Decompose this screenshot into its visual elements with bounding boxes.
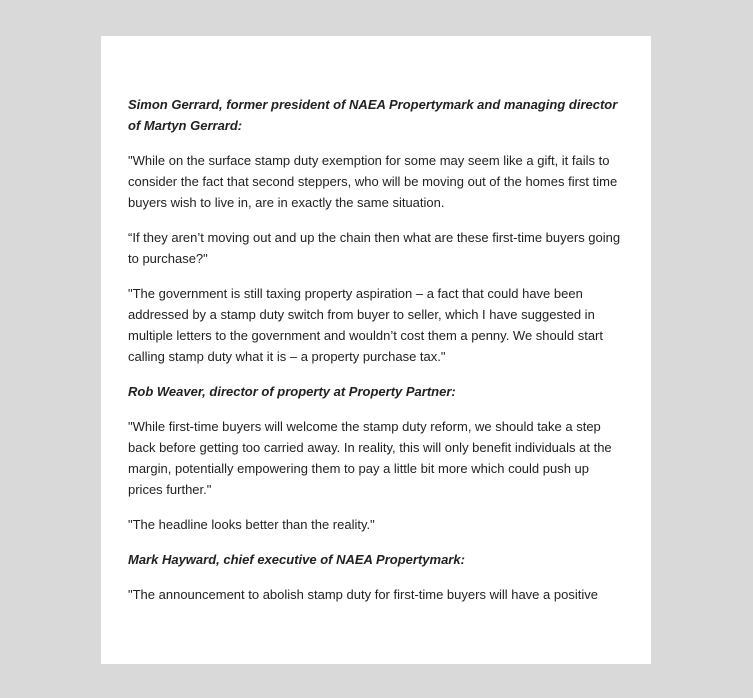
quote-paragraph: "While on the surface stamp duty exemption for some may seem like a gift, it fails to consider the fact that second steppers, who will be moving out of the homes first time buyers wish to live in, are in exactly the same situation.: [128, 153, 618, 210]
speaker-simon-gerrard: Simon Gerrard, former president of NAEA Propertymark and managing director of Martyn Gerrard:: [128, 97, 618, 133]
quote-paragraph: "The government is still taxing property aspiration – a fact that could have been addressed by a stamp duty switch from buyer to seller, which I have suggested in multiple letters to the government and wouldn’t cost them a penny. We should start calling stamp duty what it is – a property purchase tax.": [128, 286, 603, 364]
quote-paragraph: "The headline looks better than the reality.": [128, 517, 375, 532]
speaker-rob-weaver: Rob Weaver, director of property at Property Partner:: [128, 384, 456, 399]
document-page: [101, 36, 651, 664]
quote-paragraph: “If they aren’t moving out and up the chain then what are these first-time buyers going to purchase?": [128, 230, 621, 266]
quote-paragraph: "While first-time buyers will welcome the stamp duty reform, we should take a step back before getting too carried away. In reality, this will only benefit individuals at the margin, potentially empowering them to pay a little bit more which could push up prices further.": [128, 419, 612, 497]
quote-paragraph: "The announcement to abolish stamp duty for first-time buyers will have a positive: [128, 587, 598, 602]
speaker-mark-hayward: Mark Hayward, chief executive of NAEA Propertymark:: [128, 552, 465, 567]
